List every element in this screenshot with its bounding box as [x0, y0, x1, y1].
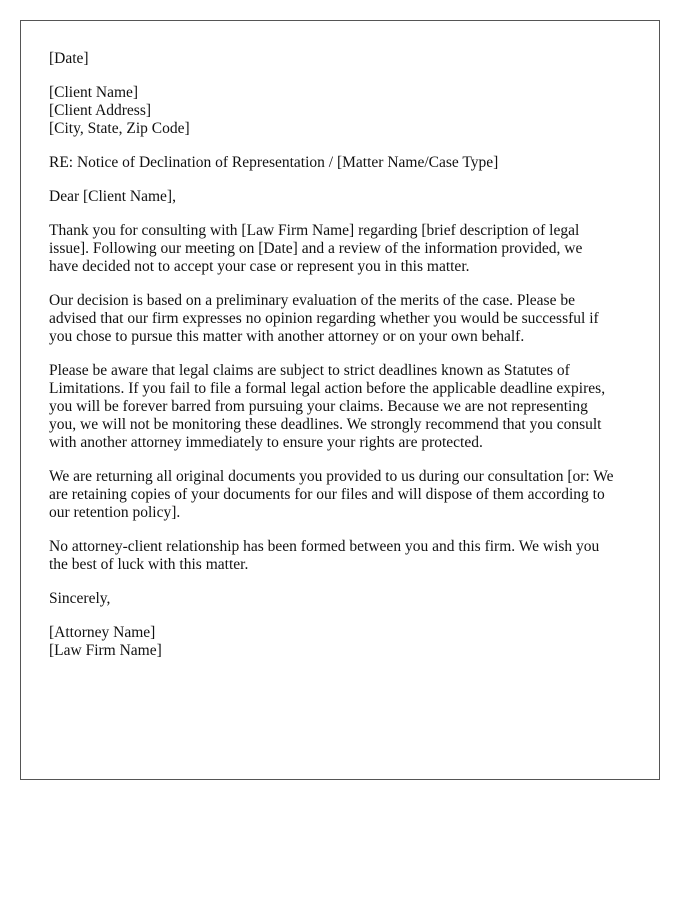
paragraph-line: with another attorney immediately to ensure your rights are protected. — [49, 434, 483, 451]
subject-line — [49, 154, 631, 172]
paragraph-statute-of-limitations — [49, 362, 631, 452]
signature-block — [49, 624, 631, 660]
paragraph-line: you will be forever barred from pursuing your claims. Because we are not representing — [49, 398, 588, 415]
letter-date — [49, 50, 631, 68]
paragraph-line: Our decision is based on a preliminary evaluation of the merits of the case. Please be — [49, 292, 575, 309]
attorney-name: [Attorney Name] — [49, 624, 156, 641]
paragraph-line: Please be aware that legal claims are subject to strict deadlines known as Statutes of — [49, 362, 570, 379]
paragraph-line: Limitations. If you fail to file a formal legal action before the applicable deadline expires, — [49, 380, 606, 397]
salutation — [49, 188, 631, 206]
paragraph-line: are retaining copies of your documents for our files and will dispose of them according to — [49, 486, 605, 503]
closing-text: Sincerely, — [49, 590, 111, 607]
paragraph-line: We are returning all original documents you provided to us during our consultation [or: We — [49, 468, 614, 485]
date-text: [Date] — [49, 50, 89, 67]
paragraph-consultation — [49, 222, 631, 276]
paragraph-line: have decided not to accept your case or represent you in this matter. — [49, 258, 470, 275]
paragraph-line: Thank you for consulting with [Law Firm Name] regarding [brief description of legal — [49, 222, 580, 239]
paragraph-line: the best of luck with this matter. — [49, 556, 249, 573]
paragraph-line: issue]. Following our meeting on [Date] and a review of the information provided, we — [49, 240, 583, 257]
paragraph-line: our retention policy]. — [49, 504, 181, 521]
paragraph-line: you chose to pursue this matter with another attorney or on your own behalf. — [49, 328, 525, 345]
paragraph-line: you, we will not be monitoring these deadlines. We strongly recommend that you consult — [49, 416, 602, 433]
paragraph-documents — [49, 468, 631, 522]
recipient-address: [Client Address] — [49, 102, 152, 119]
letter-page — [20, 20, 660, 780]
paragraph-decision — [49, 292, 631, 346]
subject-text: RE: Notice of Declination of Representation / [Matter Name/Case Type] — [49, 154, 499, 171]
recipient-name: [Client Name] — [49, 84, 139, 101]
closing — [49, 590, 631, 608]
law-firm-name: [Law Firm Name] — [49, 642, 162, 659]
salutation-text: Dear [Client Name], — [49, 188, 176, 205]
paragraph-line: No attorney-client relationship has been formed between you and this firm. We wish you — [49, 538, 600, 555]
paragraph-no-relationship — [49, 538, 631, 574]
recipient-address-block — [49, 84, 631, 138]
paragraph-line: advised that our firm expresses no opinion regarding whether you would be successful if — [49, 310, 599, 327]
recipient-city-state-zip: [City, State, Zip Code] — [49, 120, 190, 137]
